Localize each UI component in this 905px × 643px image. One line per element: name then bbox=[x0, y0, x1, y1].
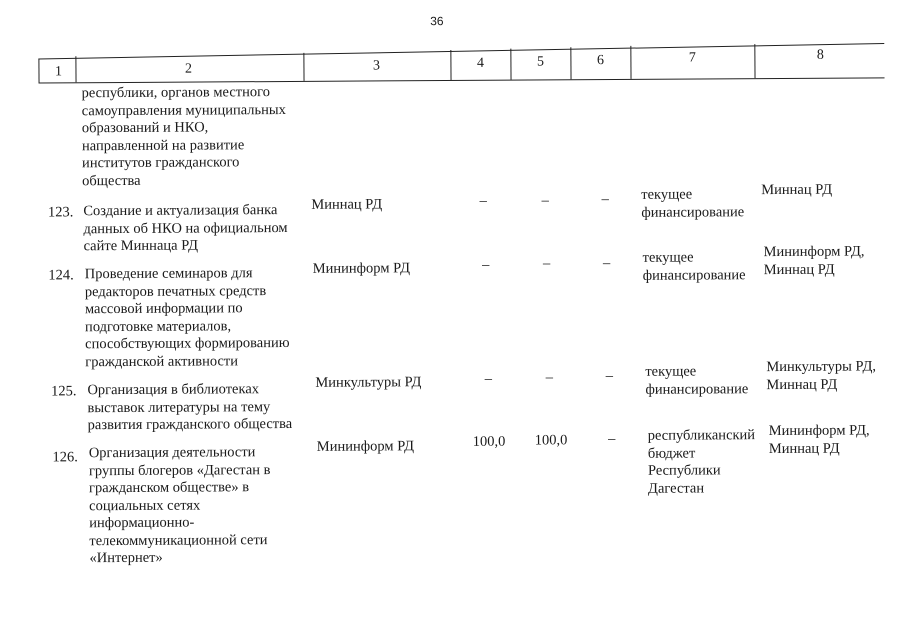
header-col-8: 8 bbox=[816, 47, 824, 63]
row-col6: – bbox=[605, 368, 614, 385]
row-funding: текущее финансирование bbox=[641, 186, 745, 221]
row-executor: Минкультуры РД bbox=[315, 374, 422, 391]
row-col5: – bbox=[545, 369, 554, 386]
header-divider-3 bbox=[450, 50, 451, 80]
row-col6: – bbox=[602, 255, 611, 272]
row-funding: республиканский бюджет Республики Дагестан bbox=[647, 427, 756, 497]
row-number: 124. bbox=[48, 267, 74, 284]
header-divider-5 bbox=[570, 47, 571, 79]
row-col5: – bbox=[541, 192, 549, 209]
row-responsible: Мининформ РД, Миннац РД bbox=[763, 243, 865, 278]
header-divider-0 bbox=[38, 59, 39, 83]
row-responsible: Мининформ РД, Миннац РД bbox=[768, 422, 870, 457]
row-funding: текущее финансирование bbox=[645, 363, 749, 398]
row-col4: – bbox=[479, 192, 487, 209]
row-col6: – bbox=[601, 191, 609, 208]
row-col6: – bbox=[608, 430, 616, 448]
header-divider-1 bbox=[75, 56, 76, 82]
row-executor: Мининформ РД bbox=[316, 438, 415, 455]
row-name: Организация деятельности группы блогеров «Дагестан в гражданском обществе» в социальных сетях информационно- телекоммуникационной сети «Интернет» bbox=[88, 444, 271, 567]
header-col-1: 1 bbox=[54, 64, 63, 80]
header-col-7: 7 bbox=[688, 50, 696, 66]
row-col4: 100,0 bbox=[472, 433, 506, 450]
header-col-2: 2 bbox=[184, 61, 193, 77]
header-divider-6 bbox=[630, 46, 631, 79]
row-name: Проведение семинаров для редакторов печатных средств массовой информации по подготовке материалов, способствующих формированию гражданской активности bbox=[84, 265, 290, 370]
header-top-border bbox=[38, 43, 884, 60]
header-divider-4 bbox=[510, 49, 511, 80]
row-col4: – bbox=[484, 370, 493, 387]
row-executor: Миннац РД bbox=[311, 196, 383, 213]
row-responsible: Миннац РД bbox=[761, 181, 833, 199]
header-divider-2 bbox=[303, 53, 304, 81]
header-col-5: 5 bbox=[536, 54, 544, 70]
header-col-3: 3 bbox=[372, 58, 380, 74]
row-col4: – bbox=[481, 256, 490, 273]
header-divider-7 bbox=[754, 44, 755, 78]
header-bottom-border bbox=[39, 77, 885, 83]
row-col5: – bbox=[542, 255, 551, 272]
row-responsible: Минкультуры РД, Миннац РД bbox=[766, 358, 877, 393]
row-number: 126. bbox=[52, 449, 78, 466]
row-name: Организация в библиотеках выставок литературы на тему развития гражданского общества bbox=[87, 381, 293, 434]
row-number: 123. bbox=[47, 204, 74, 221]
row-number: 125. bbox=[51, 383, 77, 400]
row-executor: Мининформ РД bbox=[312, 260, 411, 277]
row-col5: 100,0 bbox=[534, 432, 568, 449]
row-funding: текущее финансирование bbox=[642, 249, 746, 284]
continuation-text: республики, органов местного самоуправления муниципальных образований и НКО, направленной на развитие институтов гражданского общества bbox=[81, 84, 286, 189]
header-col-6: 6 bbox=[596, 53, 604, 69]
row-name: Создание и актуализация банка данных об НКО на официальном сайте Миннаца РД bbox=[83, 202, 288, 255]
page-number: 36 bbox=[430, 14, 444, 29]
header-col-4: 4 bbox=[476, 55, 484, 71]
